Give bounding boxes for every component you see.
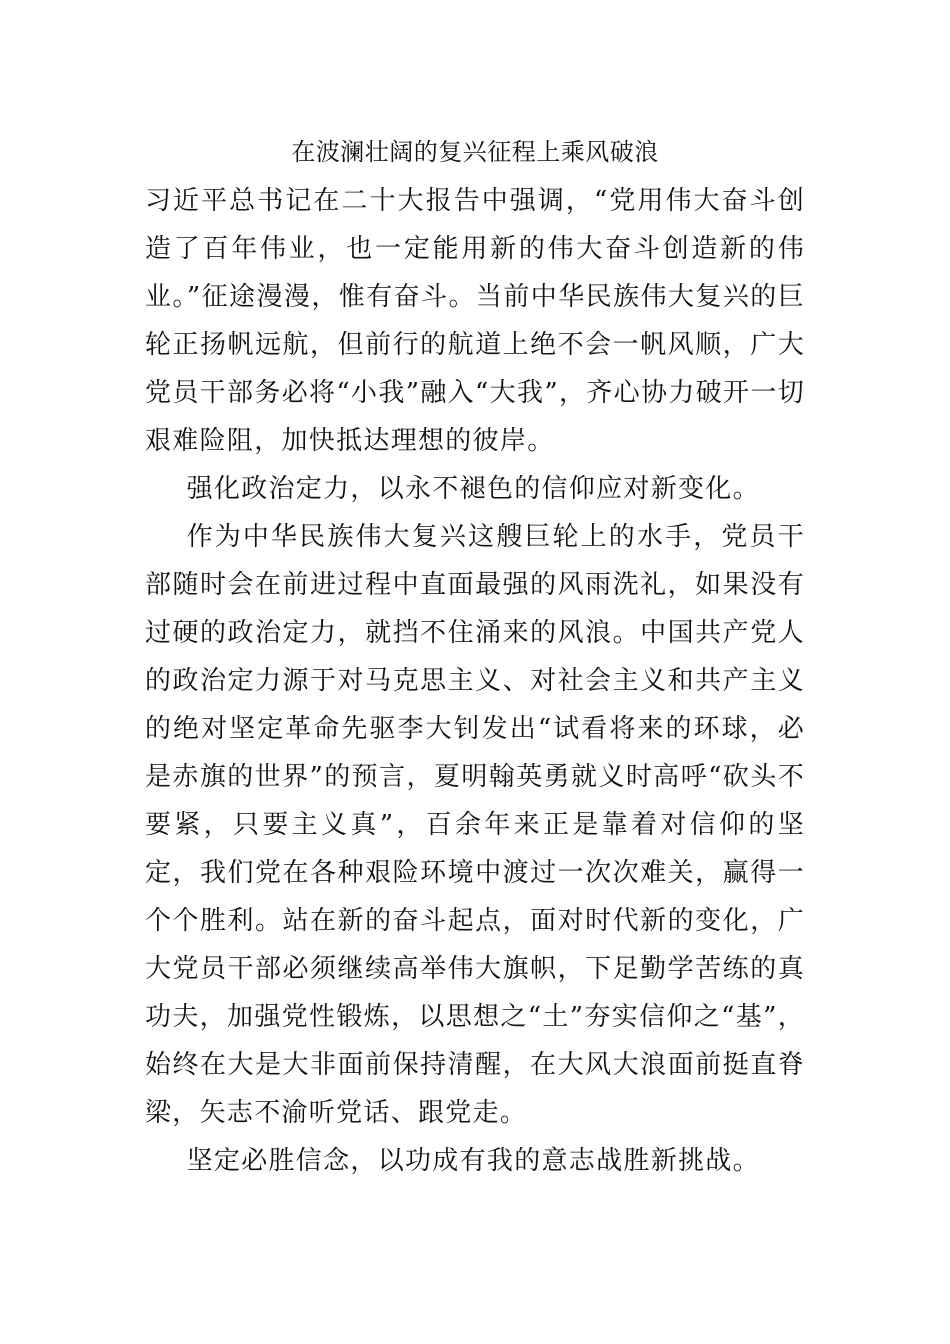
paragraph-political-resolve: 作为中华民族伟大复兴这艘巨轮上的水手，党员干部随时会在前进过程中直面最强的风雨洗礼，如果没有过硬的政治定力，就挡不住涌来的风浪。中国共产党人的政治定力源于对马克思主义、对社会主义和共产主义的绝对坚定革命先驱李大钊发出“试看将来的环球，必是赤旗的世界”的预言，夏明翰英勇就义时高呼“砍头不要紧，只要主义真”，百余年来正是靠着对信仰的坚定，我们党在各种艰险环境中渡过一次次难关，赢得一个个胜利。站在新的奋斗起点，面对时代新的变化，广大党员干部必须继续高举伟大旗帜，下足勤学苦练的真功夫，加强党性锻炼，以思想之“土”夯实信仰之“基”，始终在大是大非面前保持清醒，在大风大浪面前挺直脊梁，矢志不渝听党话、跟党走。 (145, 522, 805, 1128)
document-body (145, 177, 805, 1185)
paragraph-intro: 习近平总书记在二十大报告中强调，“党用伟大奋斗创造了百年伟业，也一定能用新的伟大奋斗创造新的伟业。”征途漫漫，惟有奋斗。当前中华民族伟大复兴的巨轮正扬帆远航，但前行的航道上绝不会一帆风顺，广大党员干部务必将“小我”融入“大我”，齐心协力破开一切艰难险阻，加快抵达理想的彼岸。 (145, 186, 805, 456)
paragraph-heading-political-resolve: 强化政治定力，以永不褪色的信仰应对新变化。 (186, 474, 760, 504)
paragraph-heading-conviction: 坚定必胜信念，以功成有我的意志战胜新挑战。 (186, 1146, 760, 1176)
document-title: 在波澜壮阔的复兴征程上乘风破浪 (291, 138, 659, 166)
